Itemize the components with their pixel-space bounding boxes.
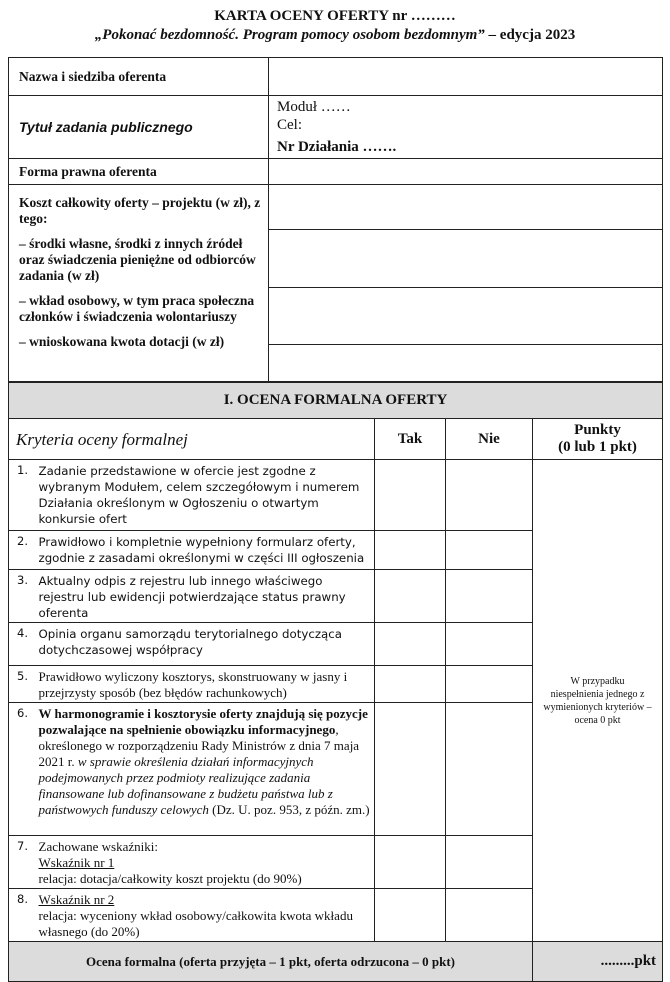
criterion-number: 1. bbox=[9, 460, 39, 531]
criterion-number: 5. bbox=[9, 666, 39, 703]
col-points-header bbox=[533, 419, 663, 460]
criterion-number: 7. bbox=[9, 836, 39, 889]
criterion-5-yes-cell[interactable] bbox=[375, 666, 446, 703]
own-funds-value[interactable] bbox=[269, 230, 663, 288]
program-name: „Pokonać bezdomność. Program pomocy osobom bezdomnym” bbox=[94, 27, 485, 43]
section-title: I. OCENA FORMALNA OFERTY bbox=[9, 383, 663, 419]
column-header-row bbox=[9, 419, 663, 460]
offerer-name-label: Nazwa i siedziba oferenta bbox=[9, 58, 269, 96]
criterion-row-1 bbox=[9, 460, 663, 531]
criterion-7-line1: Zachowane wskaźniki: bbox=[38, 839, 158, 854]
criterion-number: 4. bbox=[9, 623, 39, 666]
cost-breakdown-labels bbox=[9, 185, 269, 382]
indicator-1-relation: relacja: dotacja/całkowity koszt projektu (do 90%) bbox=[38, 871, 302, 886]
indicator-2-relation: relacja: wyceniony wkład osobowy/całkowita kwota wkładu własnego (do 20%) bbox=[38, 908, 353, 939]
criterion-text bbox=[39, 889, 375, 942]
criterion-4-no-cell[interactable] bbox=[446, 623, 533, 666]
criterion-2-no-cell[interactable] bbox=[446, 531, 533, 570]
goal-line: Cel: bbox=[277, 117, 302, 133]
action-number-line: Nr Działania ……. bbox=[277, 139, 397, 155]
criterion-1-no-cell[interactable] bbox=[446, 460, 533, 531]
document-title: KARTA OCENY OFERTY nr ……… bbox=[214, 8, 456, 24]
program-subtitle bbox=[0, 27, 670, 44]
criterion-8-no-cell[interactable] bbox=[446, 889, 533, 942]
points-note: W przypadku niespełnienia jednego z wymienionych kryteriów – ocena 0 pkt bbox=[543, 675, 652, 726]
formal-evaluation-table bbox=[8, 382, 663, 982]
offer-info-table bbox=[8, 57, 663, 382]
points-header-line2: (0 lub 1 pkt) bbox=[558, 439, 637, 455]
criterion-7-yes-cell[interactable] bbox=[375, 836, 446, 889]
criterion-4-yes-cell[interactable] bbox=[375, 623, 446, 666]
criterion-6-plain-1: , określonego w rozporządzeniu Rady Ministrów z dnia 7 maja 2021 r. bbox=[38, 722, 360, 769]
program-edition: – edycja 2023 bbox=[484, 27, 576, 43]
row-total-cost bbox=[9, 185, 663, 230]
col-yes-header: Tak bbox=[375, 419, 446, 460]
indicator-2-label: Wskaźnik nr 2 bbox=[38, 892, 115, 907]
criterion-5-no-cell[interactable] bbox=[446, 666, 533, 703]
personal-contribution-label: – wkład osobowy, w tym praca społeczna członków i świadczenia wolontariuszy bbox=[19, 293, 255, 324]
indicator-1-label: Wskaźnik nr 1 bbox=[38, 855, 115, 870]
criterion-6-yes-cell[interactable] bbox=[375, 703, 446, 836]
criterion-6-bold: W harmonogramie i kosztorysie oferty znajdują się pozycje pozwalające na spełnienie obowiązku informacyjnego bbox=[38, 706, 368, 737]
row-legal-form bbox=[9, 159, 663, 185]
criterion-text: Zadanie przedstawione w ofercie jest zgodne z wybranym Modułem, celem szczegółowym i numerem Działania określonym w Ogłoszeniu o otwartym konkursie ofert bbox=[39, 460, 375, 531]
criterion-3-yes-cell[interactable] bbox=[375, 570, 446, 623]
criterion-text: Prawidłowo wyliczony kosztorys, skonstruowany w jasny i przejrzysty sposób (bez błędów rachunkowych) bbox=[39, 666, 375, 703]
legal-form-label: Forma prawna oferenta bbox=[9, 159, 269, 185]
task-title-label: Tytuł zadania publicznego bbox=[9, 96, 269, 159]
points-note-cell bbox=[533, 460, 663, 942]
module-line: Moduł …… bbox=[277, 99, 351, 115]
criterion-text: Prawidłowo i kompletnie wypełniony formularz oferty, zgodnie z zasadami określonymi w części III ogłoszenia bbox=[39, 531, 375, 570]
col-criteria-header: Kryteria oceny formalnej bbox=[9, 419, 375, 460]
criterion-8-yes-cell[interactable] bbox=[375, 889, 446, 942]
requested-grant-label: – wnioskowana kwota dotacji (w zł) bbox=[19, 334, 225, 349]
criterion-number: 3. bbox=[9, 570, 39, 623]
total-cost-label: Koszt całkowity oferty – projektu (w zł), z tego: bbox=[19, 195, 261, 226]
criterion-number: 6. bbox=[9, 703, 39, 836]
col-no-header: Nie bbox=[446, 419, 533, 460]
points-header-line1: Punkty bbox=[574, 422, 621, 438]
criterion-6-plain-2: (Dz. U. poz. 953, z późn. zm.) bbox=[208, 802, 370, 817]
criterion-2-yes-cell[interactable] bbox=[375, 531, 446, 570]
row-task-title bbox=[9, 96, 663, 159]
legal-form-value[interactable] bbox=[269, 159, 663, 185]
criterion-7-no-cell[interactable] bbox=[446, 836, 533, 889]
task-title-value[interactable] bbox=[269, 96, 663, 159]
row-offerer-name bbox=[9, 58, 663, 96]
personal-contribution-value[interactable] bbox=[269, 288, 663, 345]
section-header-row bbox=[9, 383, 663, 419]
formal-evaluation-summary-row bbox=[9, 942, 663, 982]
criterion-text: Aktualny odpis z rejestru lub innego właściwego rejestru lub ewidencji potwierdzające status prawny oferenta bbox=[39, 570, 375, 623]
own-funds-label: – środki własne, środki z innych źródeł oraz świadczenia pieniężne od odbiorców zadania (w zł) bbox=[19, 236, 256, 283]
requested-grant-value[interactable] bbox=[269, 345, 663, 382]
criterion-number: 8. bbox=[9, 889, 39, 942]
criterion-1-yes-cell[interactable] bbox=[375, 460, 446, 531]
total-cost-value[interactable] bbox=[269, 185, 663, 230]
criterion-text bbox=[39, 836, 375, 889]
criterion-text bbox=[39, 703, 375, 836]
formal-evaluation-points[interactable]: .........pkt bbox=[533, 942, 663, 982]
criterion-6-no-cell[interactable] bbox=[446, 703, 533, 836]
criterion-6-italic: w sprawie określenia działań informacyjnych podejmowanych przez podmioty realizujące zadania finansowane lub dofinansowane z budżetu państwa lub z państwowych funduszy celowych bbox=[38, 754, 333, 817]
criterion-text: Opinia organu samorządu terytorialnego dotycząca dotychczasowej współpracy bbox=[39, 623, 375, 666]
criterion-number: 2. bbox=[9, 531, 39, 570]
criterion-3-no-cell[interactable] bbox=[446, 570, 533, 623]
formal-evaluation-summary-label: Ocena formalna (oferta przyjęta – 1 pkt, oferta odrzucona – 0 pkt) bbox=[9, 942, 533, 982]
offerer-name-value[interactable] bbox=[269, 58, 663, 96]
